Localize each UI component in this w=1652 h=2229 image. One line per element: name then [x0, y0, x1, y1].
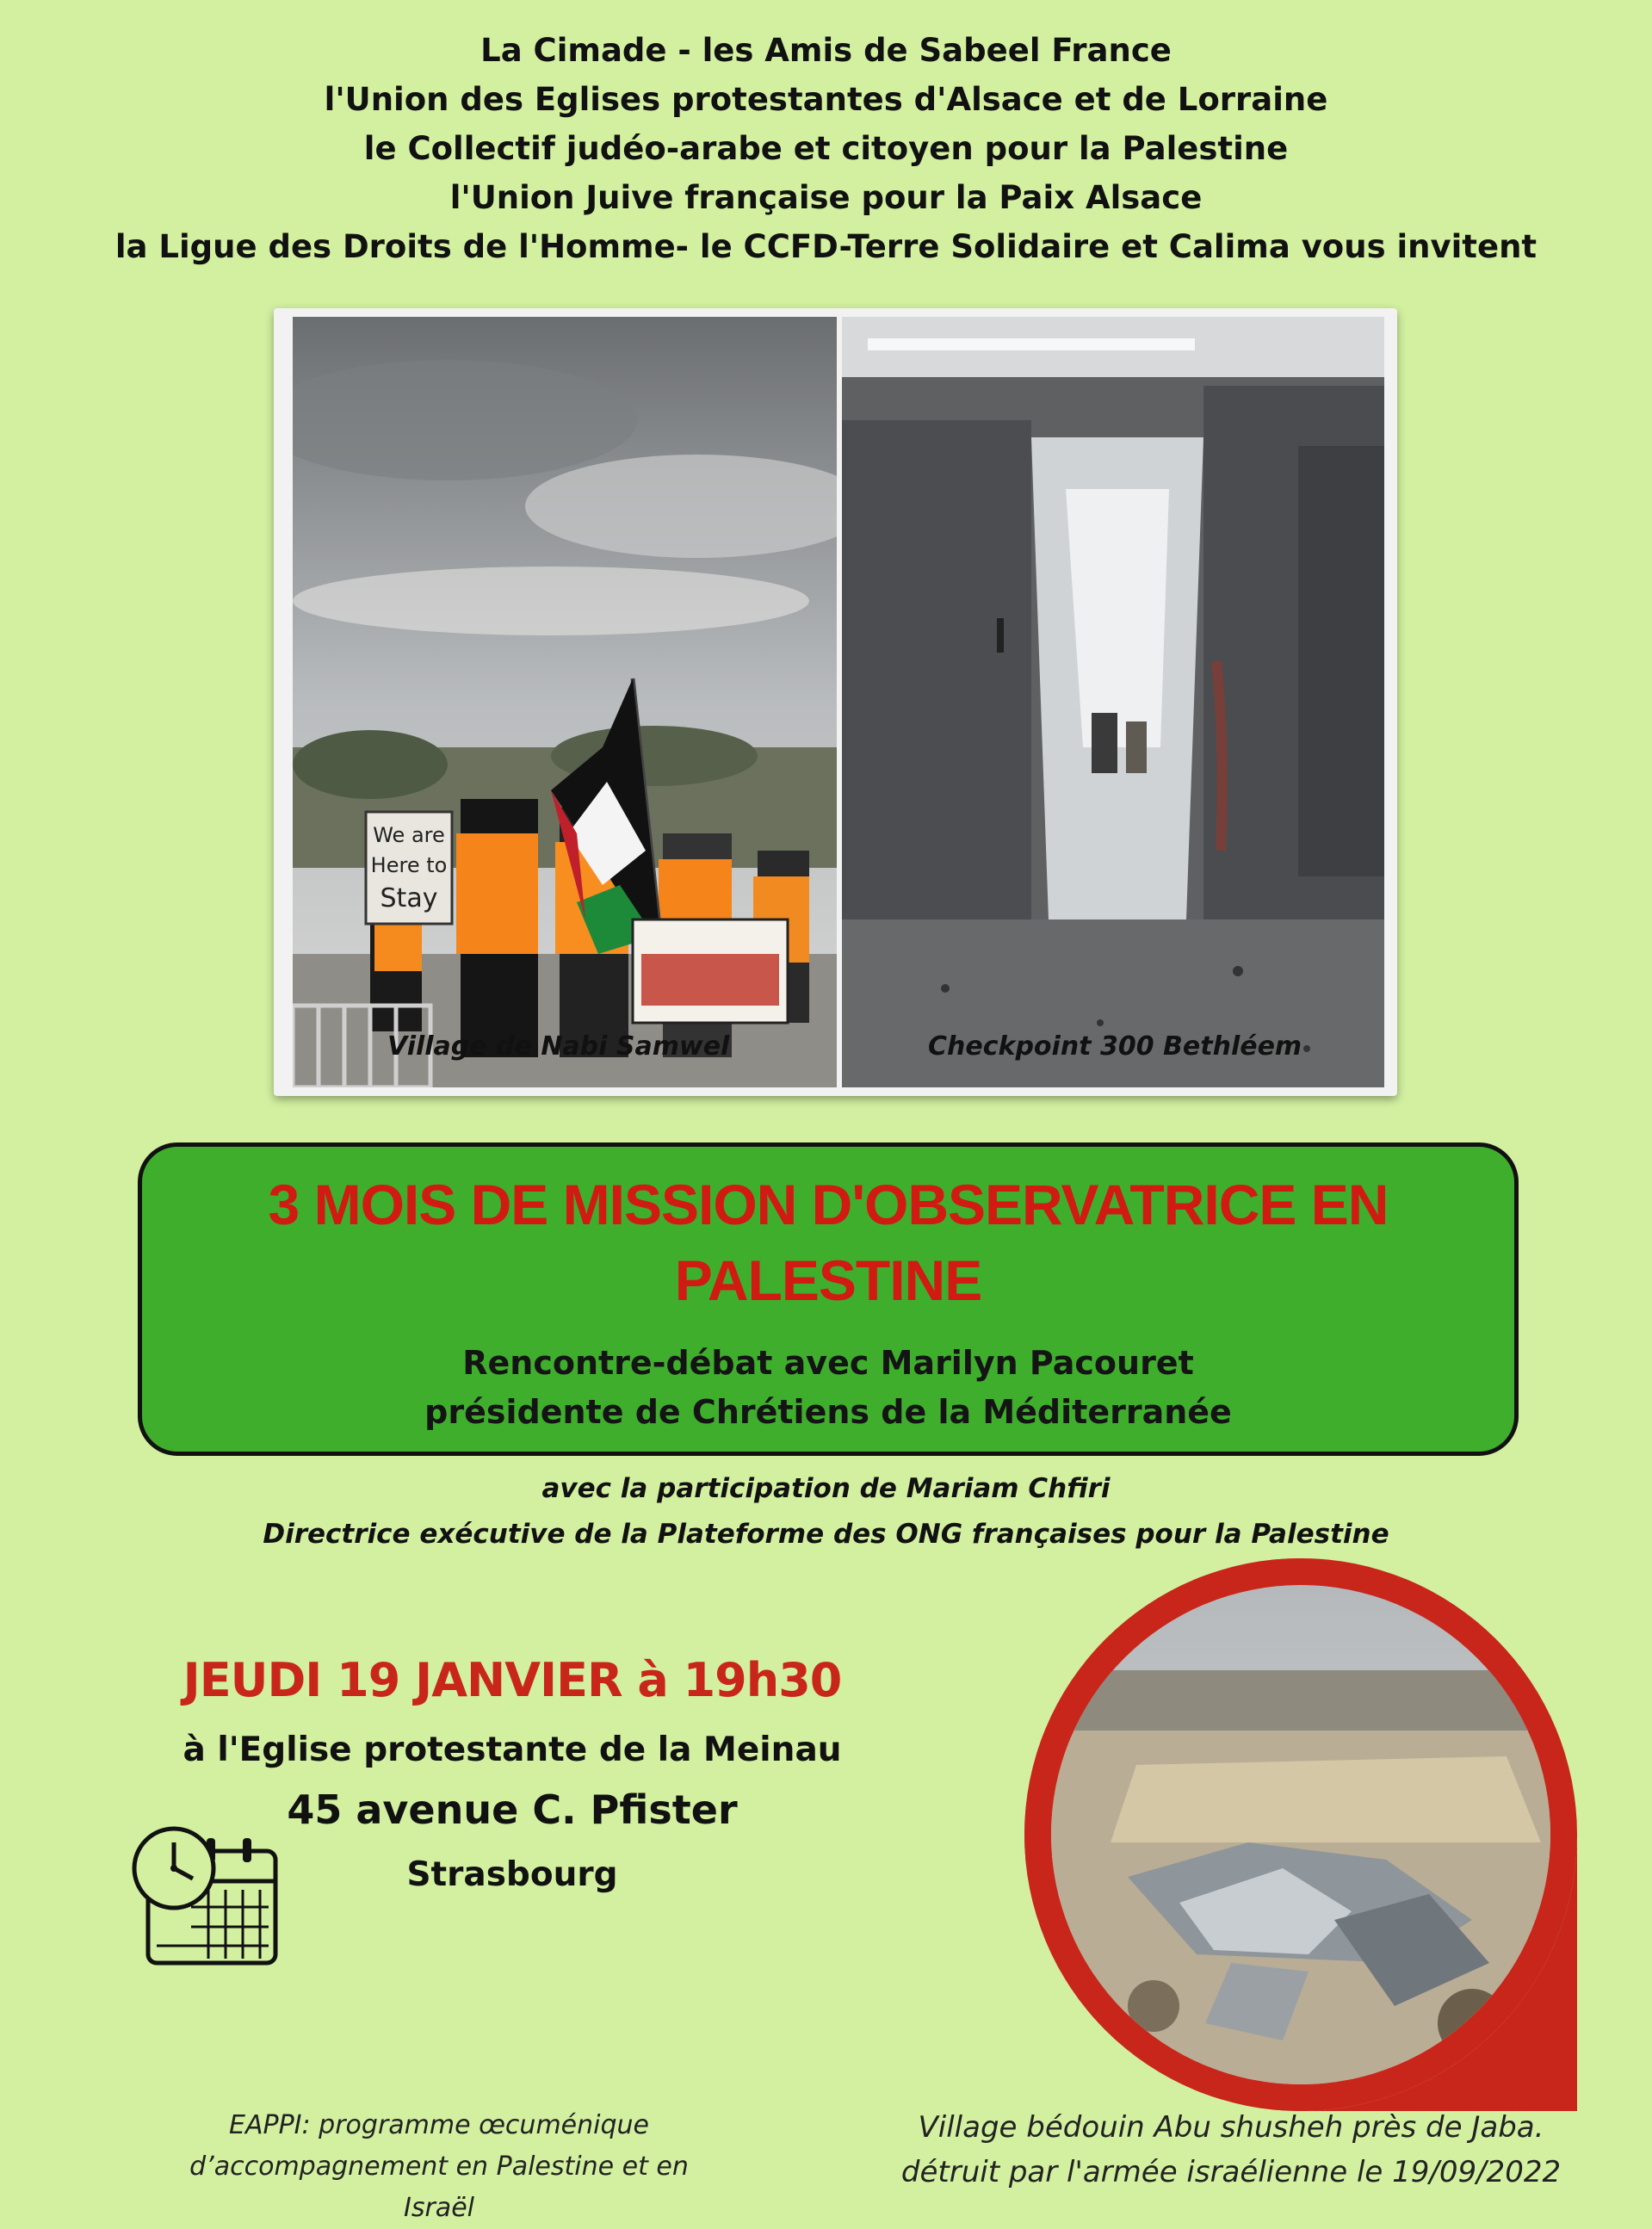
participation-role-line: Directrice exécutive de la Plateforme des ONG françaises pour la Palestine [263, 1519, 1389, 1550]
footer-line: détruit par l'armée israélienne le 19/09/2022 [900, 2155, 1562, 2189]
footer-photo-caption [852, 2105, 1610, 2195]
photo-abu-shusheh [1024, 1558, 1577, 2111]
sign-text: Stay [380, 883, 438, 913]
event-city: Strasbourg [406, 1855, 618, 1894]
photo-checkpoint-300 [842, 317, 1384, 1087]
event-date: JEUDI 19 JANVIER à 19h30 [183, 1653, 842, 1707]
organizer-line: l'Union Juive française pour la Paix Alsace [449, 179, 1203, 216]
footer-eappi-note [172, 2105, 706, 2229]
organizer-line: la Ligue des Droits de l'Homme- le CCFD-Terre Solidaire et Calima vous invitent [114, 228, 1538, 265]
event-title-line: PALESTINE [674, 1248, 982, 1312]
caption-left: Village de Nabi Samwel [387, 1031, 730, 1062]
sign-text: Here to [370, 853, 448, 877]
event-subtitle [138, 1339, 1519, 1437]
speaker-role-line: présidente de Chrétiens de la Méditerranée [424, 1393, 1232, 1431]
organizers-list [0, 26, 1652, 271]
speaker-line: Rencontre-débat avec Marilyn Pacouret [462, 1344, 1194, 1382]
organizer-line: La Cimade - les Amis de Sabeel France [480, 32, 1172, 69]
organizer-line: le Collectif judéo-arabe et citoyen pour la Palestine [363, 130, 1289, 167]
event-title-line: 3 MOIS DE MISSION D'OBSERVATRICE EN [268, 1173, 1389, 1236]
organizer-line: l'Union des Eglises protestantes d'Alsace et de Lorraine [324, 81, 1328, 118]
event-title [138, 1167, 1519, 1318]
footer-line: Village bédouin Abu shusheh près de Jaba. [918, 2110, 1544, 2145]
event-venue: à l'Eglise protestante de la Meinau [183, 1731, 842, 1769]
event-address: 45 avenue C. Pfister [287, 1786, 738, 1833]
caption-right: Checkpoint 300 Bethléem [928, 1031, 1302, 1062]
sign-text: We are [373, 823, 445, 847]
participation-line: avec la participation de Mariam Chfiri [541, 1473, 1111, 1504]
footer-line: d’accompagnement en Palestine et en Israël [189, 2152, 689, 2223]
footer-line: EAPPI: programme œcuménique [229, 2110, 649, 2140]
participation-note [0, 1466, 1652, 1557]
photo-nabi-samwel [293, 317, 837, 1087]
clock-calendar-icon [131, 1825, 286, 1972]
